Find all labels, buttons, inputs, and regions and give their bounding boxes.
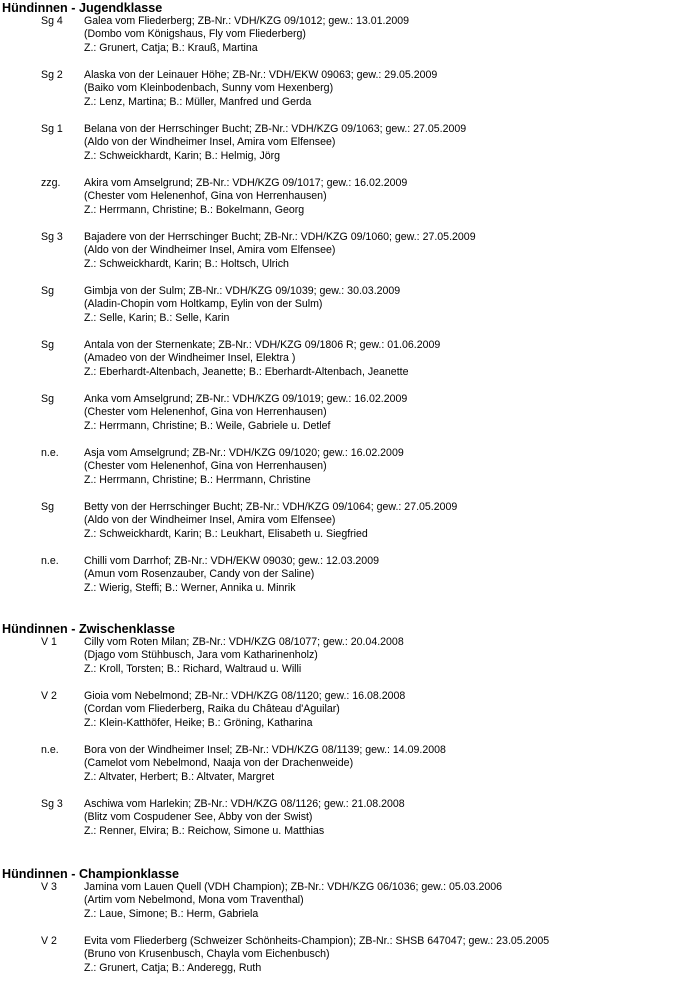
entry-parents-line: (Chester vom Helenenhof, Gina von Herrenhausen): [84, 406, 327, 419]
entry-parents-line: (Aldo von der Windheimer Insel, Amira vom Elfensee): [84, 136, 336, 149]
entry-name-line: Antala von der Sternenkate; ZB-Nr.: VDH/KZG 09/1806 R; gew.: 01.06.2009: [84, 339, 441, 351]
entry-grade: Sg 3: [41, 231, 63, 243]
entry-grade: Sg 1: [41, 123, 63, 135]
entry-parents-line: (Aldo von der Windheimer Insel, Amira vom Elfensee): [84, 244, 336, 257]
entry-grade: Sg: [41, 285, 54, 297]
entry-details: [84, 339, 440, 379]
entry-details: [84, 447, 404, 487]
entry-breeder-owner-line: Z.: Altvater, Herbert; B.: Altvater, Margret: [84, 770, 275, 783]
entry-details: [84, 15, 409, 55]
section-title: Hündinnen - Championklasse: [2, 867, 180, 881]
entry-breeder-owner-line: Z.: Laue, Simone; B.: Herm, Gabriela: [84, 907, 259, 920]
entry-breeder-owner-line: Z.: Herrmann, Christine; B.: Herrmann, Christine: [84, 473, 311, 486]
entry-breeder-owner-line: Z.: Grunert, Catja; B.: Anderegg, Ruth: [84, 961, 262, 974]
entry-parents-line: (Amun vom Rosenzauber, Candy von der Saline): [84, 568, 315, 581]
entry-row: [0, 339, 441, 393]
entry-grade: n.e.: [41, 744, 59, 756]
entry-row: [0, 636, 404, 690]
entry-grade: Sg 3: [41, 798, 63, 810]
entry-grade: Sg: [41, 393, 54, 405]
section-jugendklasse: [0, 1, 476, 609]
entry-list: [0, 15, 476, 609]
entry-parents-line: (Baiko vom Kleinbodenbach, Sunny vom Hexenberg): [84, 82, 334, 95]
entry-grade: V 2: [41, 935, 57, 947]
section-zwischenklasse: [0, 622, 446, 852]
entry-breeder-owner-line: Z.: Selle, Karin; B.: Selle, Karin: [84, 311, 230, 324]
entry-parents-line: (Chester vom Helenenhof, Gina von Herrenhausen): [84, 460, 327, 473]
entry-name-line: Chilli vom Darrhof; ZB-Nr.: VDH/EKW 09030; gew.: 12.03.2009: [84, 555, 379, 567]
entry-breeder-owner-line: Z.: Klein-Katthöfer, Heike; B.: Gröning, Katharina: [84, 716, 313, 729]
entry-grade: V 2: [41, 690, 57, 702]
entry-name-line: Jamina vom Lauen Quell (VDH Champion); ZB-Nr.: VDH/KZG 06/1036; gew.: 05.03.2006: [84, 881, 503, 893]
entry-name-line: Akira vom Amselgrund; ZB-Nr.: VDH/KZG 09/1017; gew.: 16.02.2009: [84, 177, 408, 189]
entry-details: [84, 636, 404, 676]
entry-row: [0, 177, 408, 231]
entry-breeder-owner-line: Z.: Renner, Elvira; B.: Reichow, Simone u. Matthias: [84, 824, 325, 837]
entry-grade: V 3: [41, 881, 57, 893]
section-championklasse: [0, 867, 550, 989]
entry-name-line: Cilly vom Roten Milan; ZB-Nr.: VDH/KZG 08/1077; gew.: 20.04.2008: [84, 636, 404, 648]
section-title: Hündinnen - Jugendklasse: [2, 1, 163, 15]
entry-details: [84, 501, 457, 541]
entry-breeder-owner-line: Z.: Grunert, Catja; B.: Krauß, Martina: [84, 41, 258, 54]
entry-name-line: Belana von der Herrschinger Bucht; ZB-Nr.: VDH/KZG 09/1063; gew.: 27.05.2009: [84, 123, 467, 135]
entry-grade: Sg: [41, 339, 54, 351]
entry-parents-line: (Blitz vom Cospudener See, Abby von der Swist): [84, 811, 313, 824]
entry-details: [84, 177, 407, 217]
entry-parents-line: (Amadeo von der Windheimer Insel, Elektra ): [84, 352, 296, 365]
entry-details: [84, 231, 476, 271]
entry-parents-line: (Chester vom Helenenhof, Gina von Herrenhausen): [84, 190, 327, 203]
entry-row: [0, 15, 410, 69]
entry-row: [0, 881, 503, 935]
entry-parents-line: (Djago vom Stühbusch, Jara vom Katharinenholz): [84, 649, 318, 662]
entry-grade: n.e.: [41, 555, 59, 567]
entry-grade: n.e.: [41, 447, 59, 459]
entry-row: [0, 798, 405, 852]
entry-row: [0, 285, 401, 339]
entry-name-line: Galea vom Fliederberg; ZB-Nr.: VDH/KZG 09/1012; gew.: 13.01.2009: [84, 15, 410, 27]
entry-list: [0, 881, 550, 989]
entry-breeder-owner-line: Z.: Lenz, Martina; B.: Müller, Manfred und Gerda: [84, 95, 312, 108]
entry-parents-line: (Bruno von Krusenbusch, Chayla vom Eichenbusch): [84, 948, 330, 961]
entry-row: [0, 935, 550, 989]
entry-breeder-owner-line: Z.: Herrmann, Christine; B.: Weile, Gabriele u. Detlef: [84, 419, 331, 432]
entry-row: [0, 231, 476, 285]
entry-parents-line: (Artim vom Nebelmond, Mona vom Traventhal): [84, 894, 304, 907]
entry-row: [0, 555, 379, 609]
entry-name-line: Alaska von der Leinauer Höhe; ZB-Nr.: VDH/EKW 09063; gew.: 29.05.2009: [84, 69, 438, 81]
entry-parents-line: (Cordan vom Fliederberg, Raika du Château d'Aguilar): [84, 703, 340, 716]
entry-name-line: Evita vom Fliederberg (Schweizer Schönheits-Champion); ZB-Nr.: SHSB 647047; gew.: 23.05.2005: [84, 935, 550, 947]
entry-grade: zzg.: [41, 177, 61, 189]
entry-name-line: Anka vom Amselgrund; ZB-Nr.: VDH/KZG 09/1019; gew.: 16.02.2009: [84, 393, 408, 405]
entry-row: [0, 393, 408, 447]
entry-list: [0, 636, 446, 852]
entry-name-line: Bora von der Windheimer Insel; ZB-Nr.: VDH/KZG 08/1139; gew.: 14.09.2008: [84, 744, 446, 756]
entry-details: [84, 881, 502, 921]
entry-details: [84, 744, 446, 784]
entry-grade: Sg: [41, 501, 54, 513]
entry-details: [84, 123, 466, 163]
entry-details: [84, 69, 437, 109]
entry-row: [0, 447, 404, 501]
entry-row: [0, 69, 438, 123]
entry-name-line: Bajadere von der Herrschinger Bucht; ZB-Nr.: VDH/KZG 09/1060; gew.: 27.05.2009: [84, 231, 476, 243]
entry-parents-line: (Camelot vom Nebelmond, Naaja von der Drachenweide): [84, 757, 354, 770]
entry-breeder-owner-line: Z.: Schweickhardt, Karin; B.: Helmig, Jörg: [84, 149, 281, 162]
entry-name-line: Gioia vom Nebelmond; ZB-Nr.: VDH/KZG 08/1120; gew.: 16.08.2008: [84, 690, 406, 702]
entry-row: [0, 501, 458, 555]
entry-details: [84, 285, 400, 325]
entry-name-line: Aschiwa vom Harlekin; ZB-Nr.: VDH/KZG 08/1126; gew.: 21.08.2008: [84, 798, 405, 810]
entry-breeder-owner-line: Z.: Schweickhardt, Karin; B.: Holtsch, Ulrich: [84, 257, 289, 270]
entry-parents-line: (Aladin-Chopin vom Holtkamp, Eylin von der Sulm): [84, 298, 323, 311]
entry-details: [84, 690, 405, 730]
entry-details: [84, 935, 549, 975]
entry-row: [0, 690, 406, 744]
entry-parents-line: (Dombo vom Königshaus, Fly vom Fliederberg): [84, 28, 306, 41]
section-title: Hündinnen - Zwischenklasse: [2, 622, 175, 636]
entry-parents-line: (Aldo von der Windheimer Insel, Amira vom Elfensee): [84, 514, 336, 527]
entry-grade: Sg 4: [41, 15, 63, 27]
entry-details: [84, 798, 405, 838]
entry-row: [0, 744, 446, 798]
entry-name-line: Gimbja von der Sulm; ZB-Nr.: VDH/KZG 09/1039; gew.: 30.03.2009: [84, 285, 401, 297]
entry-details: [84, 393, 407, 433]
entry-breeder-owner-line: Z.: Eberhardt-Altenbach, Jeanette; B.: Eberhardt-Altenbach, Jeanette: [84, 365, 409, 378]
entry-name-line: Betty von der Herrschinger Bucht; ZB-Nr.: VDH/KZG 09/1064; gew.: 27.05.2009: [84, 501, 458, 513]
entry-row: [0, 123, 467, 177]
entry-name-line: Asja vom Amselgrund; ZB-Nr.: VDH/KZG 09/1020; gew.: 16.02.2009: [84, 447, 404, 459]
entry-grade: V 1: [41, 636, 57, 648]
entry-breeder-owner-line: Z.: Wierig, Steffi; B.: Werner, Annika u. Minrik: [84, 581, 296, 594]
entry-breeder-owner-line: Z.: Herrmann, Christine; B.: Bokelmann, Georg: [84, 203, 305, 216]
entry-breeder-owner-line: Z.: Schweickhardt, Karin; B.: Leukhart, Elisabeth u. Siegfried: [84, 527, 368, 540]
entry-grade: Sg 2: [41, 69, 63, 81]
entry-details: [84, 555, 379, 595]
entry-breeder-owner-line: Z.: Kroll, Torsten; B.: Richard, Waltraud u. Willi: [84, 662, 302, 675]
